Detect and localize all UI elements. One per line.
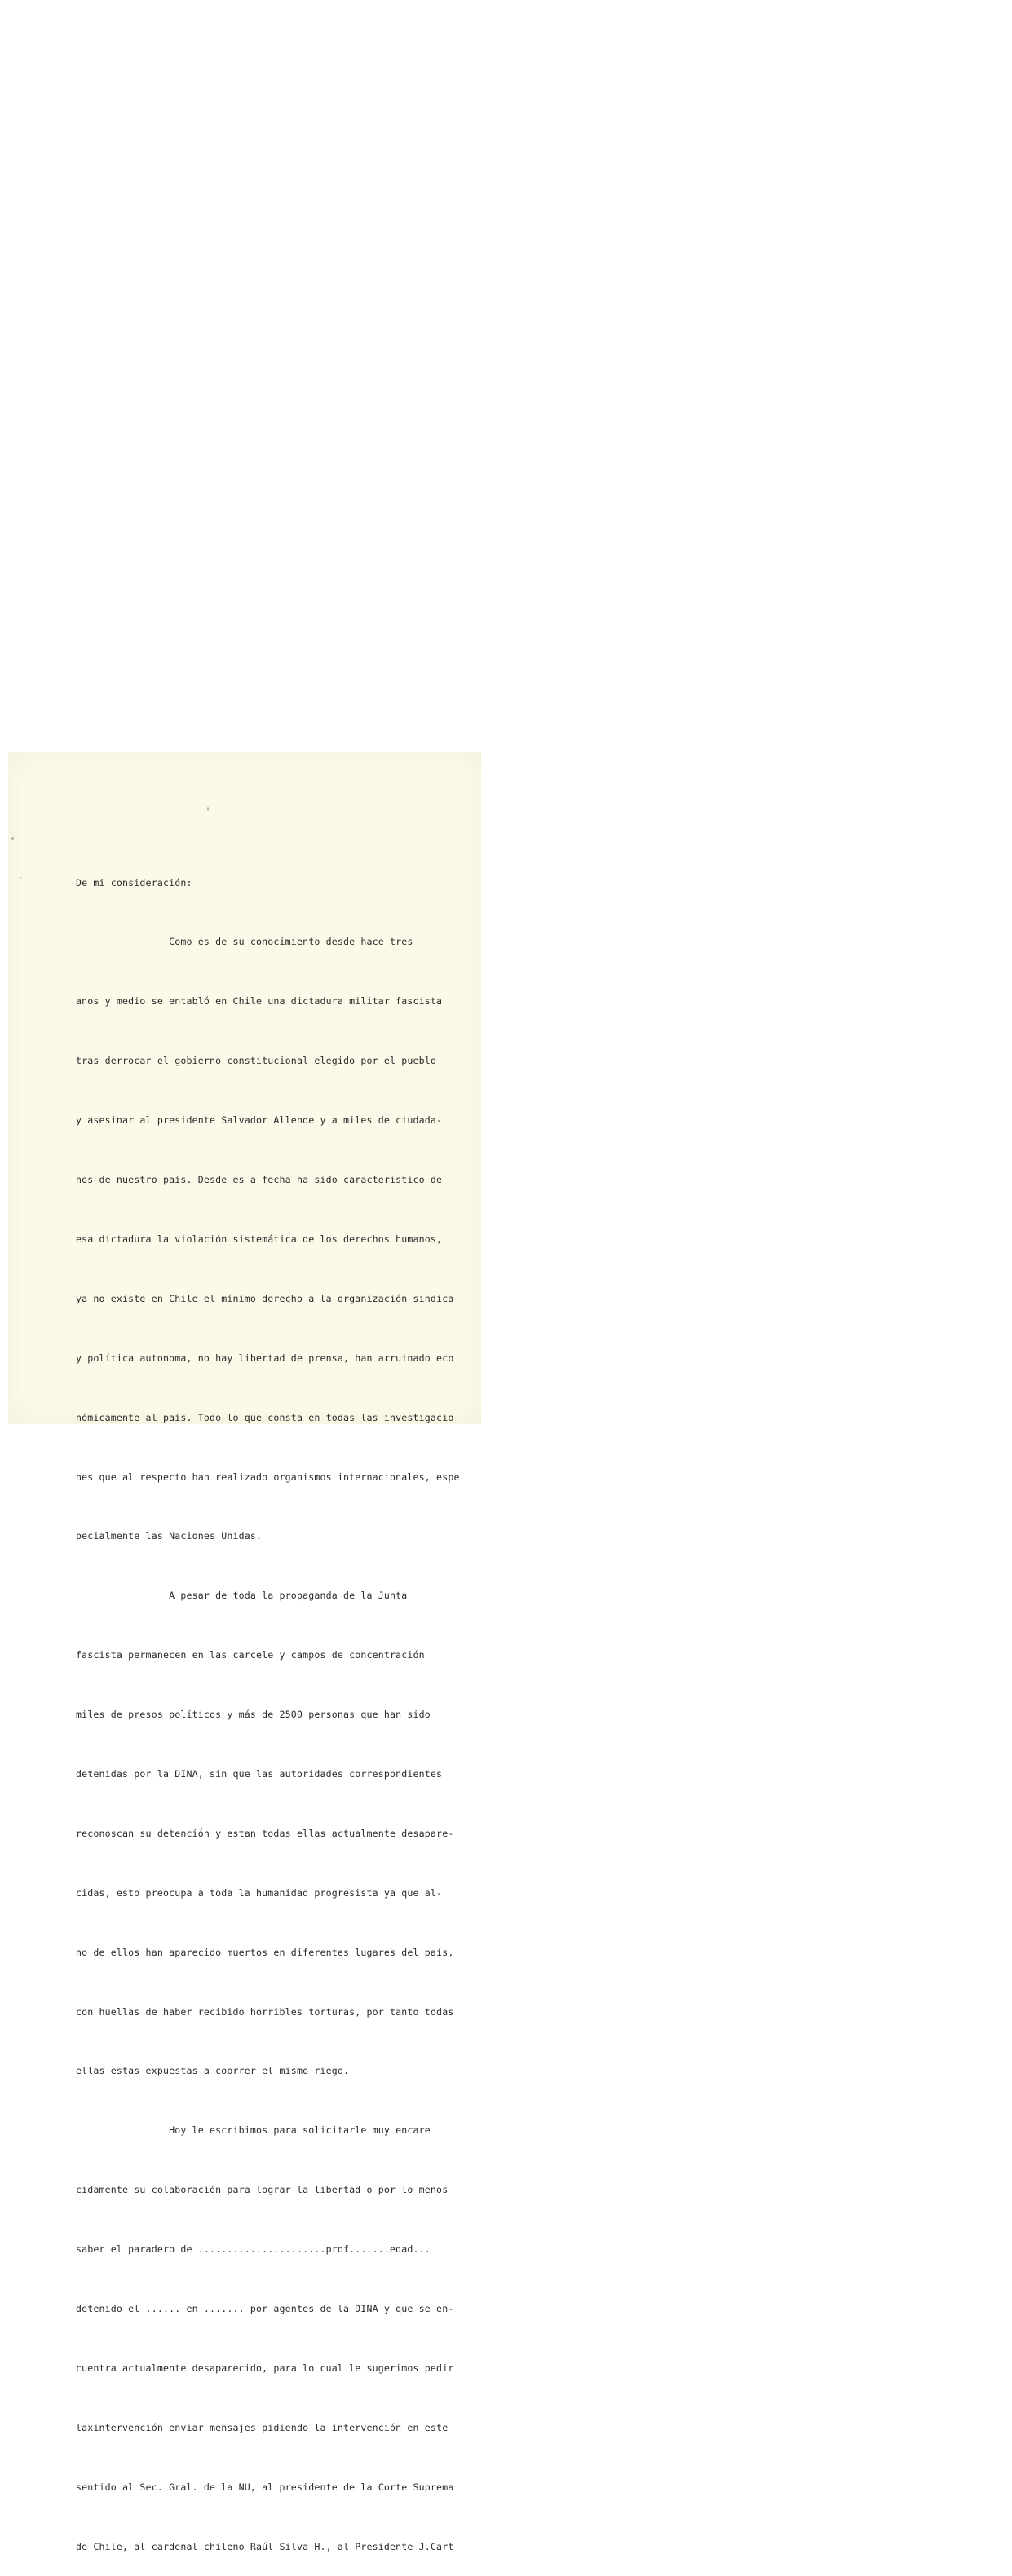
body-line: anos y medio se entabló en Chile una dictadura militar fascista	[76, 995, 443, 1008]
body-line: cuentra actualmente desaparecido, para lo cual le sugerimos pedir	[76, 2362, 454, 2374]
body-line: detenido el ...... en ....... por agentes de la DINA y que se en-	[76, 2302, 454, 2314]
body-line: y política autonoma, no hay libertad de prensa, han arruinado eco	[76, 1352, 454, 1364]
body-line: de Chile, al cardenal chileno Raúl Silva H., al Presidente J.Cart	[76, 2540, 454, 2552]
body-line: sentido al Sec. Gral. de la NU, al presidente de la Corte Suprema	[76, 2481, 454, 2493]
body-line: reconoscan su detención y estan todas ellas actualmente desapare-	[76, 1827, 454, 1839]
paper-speck	[207, 807, 209, 811]
body-line: laxintervención enviar mensajes pidiendo la intervención en este	[76, 2421, 449, 2433]
body-line: con huellas de haber recibido horribles torturas, por tanto todas	[76, 2005, 454, 2018]
body-line: cidamente su colaboración para lograr la libertad o por lo menos	[76, 2184, 449, 2196]
body-line: tras derrocar el gobierno constitucional elegido por el pueblo	[76, 1055, 437, 1067]
body-line: nes que al respecto han realizado organismos internacionales, espe	[76, 1471, 460, 1483]
body-line: ya no existe en Chile el mínimo derecho a la organización sindica	[76, 1292, 454, 1304]
body-line: no de ellos han aparecido muertos en diferentes lugares del país,	[76, 1946, 454, 1958]
body-line: Como es de su conocimiento desde hace tres	[76, 936, 413, 948]
body-line: miles de presos políticos y más de 2500 personas que han sido	[76, 1709, 431, 1721]
body-line: y asesinar al presidente Salvador Allende y a miles de ciudada-	[76, 1114, 443, 1127]
letter-body	[76, 833, 484, 2576]
body-line: detenidas por la DINA, sin que las autoridades correspondientes	[76, 1767, 443, 1780]
body-line: A pesar de toda la propaganda de la Junta	[76, 1590, 408, 1602]
salutation: De mi consideración:	[76, 876, 192, 889]
body-line: nos de nuestro país. Desde es a fecha ha sido caracteristico de	[76, 1174, 443, 1186]
body-line: saber el paradero de ......................prof.......edad...	[76, 2243, 431, 2256]
body-line: esa dictadura la violación sistemática de los derechos humanos,	[76, 1233, 443, 1245]
body-line: fascista permanecen en las carcele y campos de concentración	[76, 1649, 425, 1661]
body-line: ellas estas expuestas a coorrer el mismo riego.	[76, 2065, 350, 2077]
paper-speck	[20, 877, 21, 879]
paper-speck	[11, 837, 14, 840]
body-line: cidas, esto preocupa a toda la humanidad progresista ya que al-	[76, 1886, 443, 1899]
body-line: pecialmente las Naciones Unidas.	[76, 1530, 263, 1542]
body-line: Hoy le escribimos para solicitarle muy encare	[76, 2124, 431, 2137]
body-line: nómicamente al país. Todo lo que consta en todas las investigacio	[76, 1411, 454, 1423]
